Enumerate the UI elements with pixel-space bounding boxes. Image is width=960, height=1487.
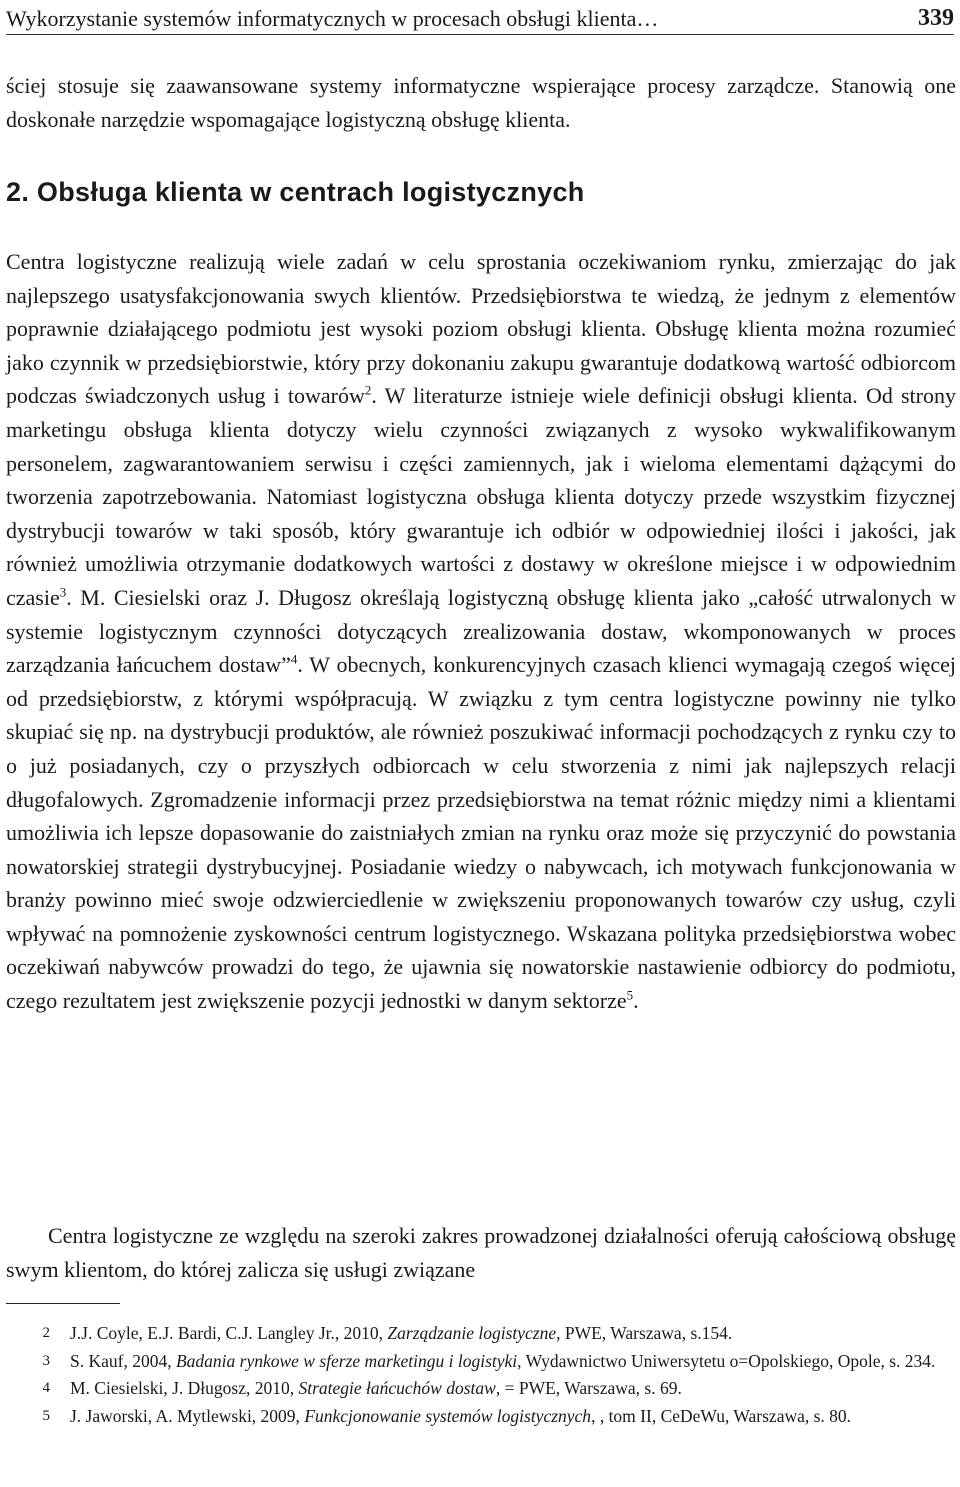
footnote-text: , = PWE, Warszawa, s. 69. bbox=[495, 1378, 682, 1398]
footnote-text: S. Kauf, 2004, bbox=[70, 1350, 176, 1371]
text-run: . W literaturze istnieje wiele definicji obsługi klienta. Od strony marketingu obsługa klienta dotyczy wielu czynności związanych z wysoko wykwalifikowanym personelem, zagwarantowaniem serwisu i części zamiennych, jak i wieloma elementami dążącymi do tworzenia zapotrzebowania. Natomiast logistyczna obsługa klienta dotyczy przede wszystkim fizycznej dystrybucji towarów w taki sposób, który gwarantuje ich odbiór w odpowiedniej ilości i jakości, jak również umożliwia otrzymanie dodatkowych wartości z dostawy w określone miejsce i w odpowiednim czasie bbox=[6, 383, 956, 610]
text-run: Centra logistyczne realizują wiele zadań w celu sprostania oczekiwaniom rynku, zmierzając do jak najlepszego usatysfakcjonowania swych klientów. Przedsiębiorstwa te wiedzą, że jednym z elementów poprawnie działającego podmiotu jest wysoki poziom obsługi klienta. Obsługę klienta można rozumieć jako czynnik w przedsiębiorstwie, który przy dokonaniu zakupu gwarantuje dodatkową wartość odbiorcom podczas świadczonych usług i towarów bbox=[6, 249, 956, 409]
text-run: . M. Ciesielski oraz J. Długosz określają logistyczną obsługę klienta jako „całość utrwalonych w systemie logistycznym czynności dotyczących zrealizowania dostaw, wkomponowanych w proces zarządzania łańcuchem dostaw” bbox=[6, 584, 956, 678]
text-run: . W obecnych, konkurencyjnych czasach klienci wymagają czegoś więcej od przedsiębiorstw, z którymi współpracują. W związku z tym centra logistyczne powinny nie tylko skupiać się np. na dystrybucji produktów, ale również poszukiwać informacji pochodzących z rynku czy to o już posiadanych, czy o przyszłych odbiorcach w celu stworzenia z nimi jak najlepszych relacji długofalowych. Zgromadzenie informacji przez przedsiębiorstwa na temat różnic między nimi a klientami umożliwia ich lepsze dopasowanie do zaistniałych zmian na rynku oraz może się przyczynić do powstania nowatorskiej strategii dystrybucyjnej. Posiadanie wiedzy o nabywcach, ich motywach funkcjonowania w branży powinno mieć swoje odzwierciedlenie w zwiększeniu proponowanych towarów czy usług, czyli wpływać na pomnożenie zyskowności centrum logistycznego. Wskazana polityka przedsiębiorstwa wobec oczekiwań nabywców prowadzi do tego, że ujawnia się nowatorskie nastawienie odbiorcy do podmiotu, czego rezultatem jest zwiększenie pozycji jednostki w danym sektorze bbox=[6, 652, 956, 1014]
footnote-number: 4 bbox=[42, 1380, 50, 1396]
footnote-2 bbox=[6, 1320, 956, 1348]
footnote-ref-5[interactable]: 5 bbox=[626, 987, 634, 1003]
footnote-title: Strategie łańcuchów dostaw bbox=[298, 1378, 496, 1398]
intro-paragraph: ściej stosuje się zaawansowane systemy informatyczne wspierające procesy zarządcze. Stanowią one doskonałe narzędzie wspomagające logistyczną obsługę klienta. bbox=[6, 73, 956, 132]
footnotes bbox=[6, 1320, 956, 1430]
footnote-5 bbox=[6, 1403, 956, 1431]
footnote-ref-3[interactable]: 3 bbox=[59, 584, 67, 600]
footnote-number: 5 bbox=[42, 1407, 50, 1424]
section-heading: 2. Obsługa klienta w centrach logistycznych bbox=[6, 177, 585, 207]
footnote-4 bbox=[6, 1375, 956, 1403]
running-header bbox=[6, 2, 954, 35]
page-number: 339 bbox=[918, 5, 954, 31]
footnote-title: Zarządzanie logistyczne bbox=[387, 1323, 557, 1343]
text-run: . bbox=[633, 988, 639, 1014]
footnote-ref-2[interactable]: 2 bbox=[364, 383, 372, 399]
section-paragraph-2: Centra logistyczne ze względu na szeroki zakres prowadzonej działalności oferują całościową obsługę swym klientom, do której zalicza się usługi związane bbox=[6, 1223, 956, 1282]
footnote-text: , PWE, Warszawa, s.154. bbox=[556, 1323, 733, 1343]
footnote-text: J. Jaworski, A. Mytlewski, 2009, bbox=[70, 1405, 305, 1426]
footnote-separator bbox=[6, 1303, 120, 1304]
footnote-title: Badania rynkowe w sferze marketingu i logistyki bbox=[175, 1350, 518, 1371]
footnote-text: , Wydawnictwo Uniwersytetu o=Opolskiego, Opole, s. 234. bbox=[517, 1350, 936, 1371]
footnote-ref-4[interactable]: 4 bbox=[290, 651, 298, 667]
section-paragraph-1 bbox=[6, 245, 956, 1018]
running-header-title: Wykorzystanie systemów informatycznych w procesach obsługi klienta… bbox=[6, 6, 659, 31]
footnote-text: , , tom II, CeDeWu, Warszawa, s. 80. bbox=[591, 1405, 852, 1426]
footnote-3 bbox=[6, 1348, 956, 1376]
footnote-number: 2 bbox=[42, 1325, 50, 1341]
footnote-title: Funkcjonowanie systemów logistycznych bbox=[304, 1405, 592, 1426]
footnote-text: M. Ciesielski, J. Długosz, 2010, bbox=[70, 1378, 299, 1398]
footnote-number: 3 bbox=[42, 1352, 50, 1369]
footnote-text: J.J. Coyle, E.J. Bardi, C.J. Langley Jr., 2010, bbox=[70, 1323, 388, 1343]
